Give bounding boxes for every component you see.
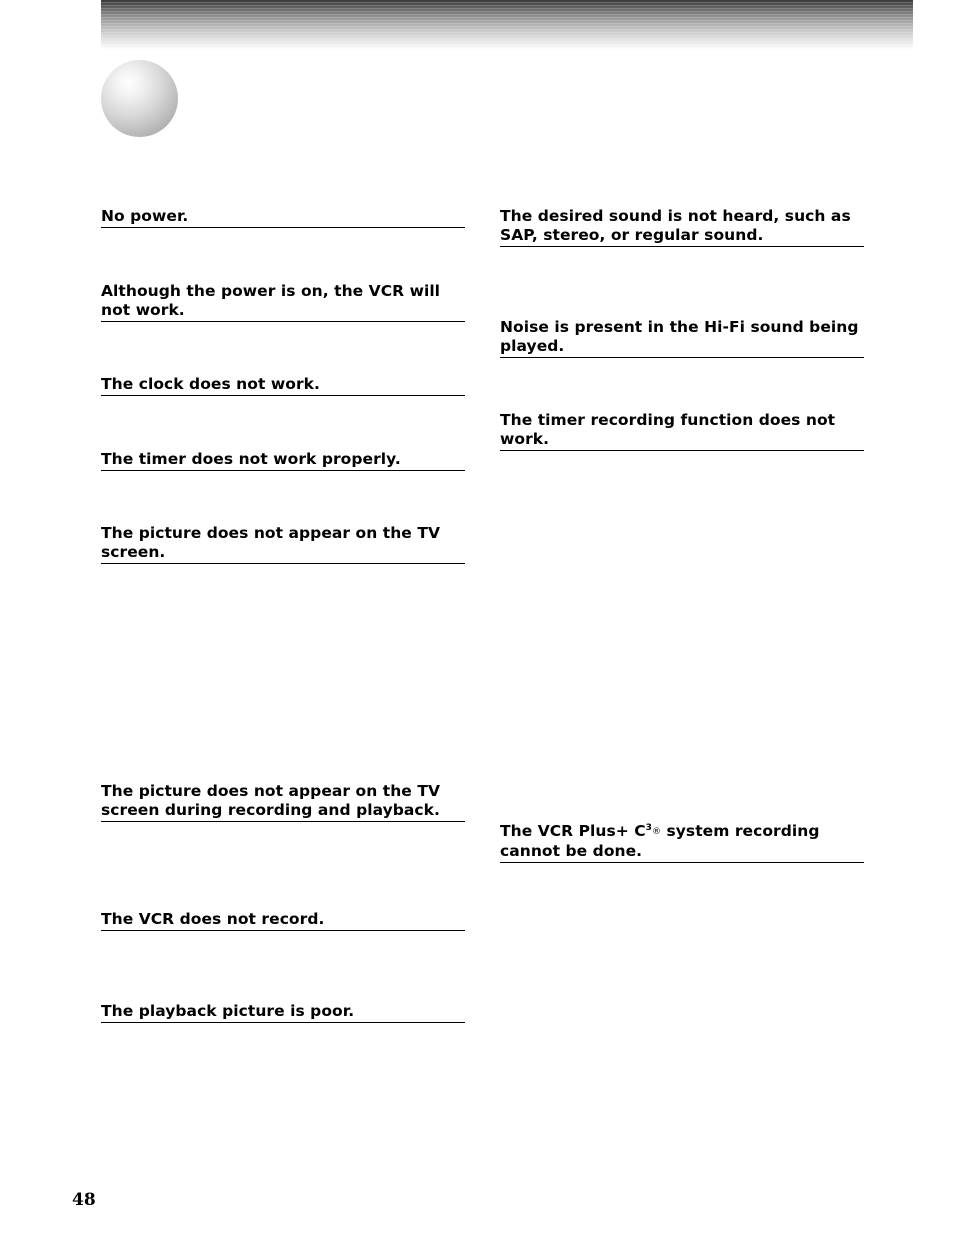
problem-heading: The playback picture is poor.	[101, 1002, 465, 1023]
problem-heading: The timer does not work properly.	[101, 450, 465, 471]
vcr-plus-superscript: 3	[645, 823, 652, 833]
problem-heading: Although the power is on, the VCR will not work.	[101, 282, 465, 322]
problem-heading: No power.	[101, 207, 465, 228]
problem-heading: The clock does not work.	[101, 375, 465, 396]
problem-heading: The desired sound is not heard, such as SAP, stereo, or regular sound.	[500, 207, 864, 247]
problem-heading: Noise is present in the Hi-Fi sound being played.	[500, 318, 864, 358]
problem-heading: The picture does not appear on the TV screen during recording and playback.	[101, 782, 465, 822]
registered-mark: ®	[651, 827, 662, 837]
vcr-plus-text-after: system recording cannot be done.	[500, 822, 820, 860]
page-number: 48	[72, 1190, 96, 1210]
problem-heading: The picture does not appear on the TV screen.	[101, 524, 465, 564]
header-gradient-bar	[101, 0, 913, 50]
problem-heading: The VCR does not record.	[101, 910, 465, 931]
vcr-plus-text-before: The VCR Plus+ C	[500, 822, 646, 840]
problem-heading: The timer recording function does not work.	[500, 411, 864, 451]
section-sphere-icon	[101, 60, 178, 137]
problem-heading-vcr-plus	[500, 822, 864, 863]
